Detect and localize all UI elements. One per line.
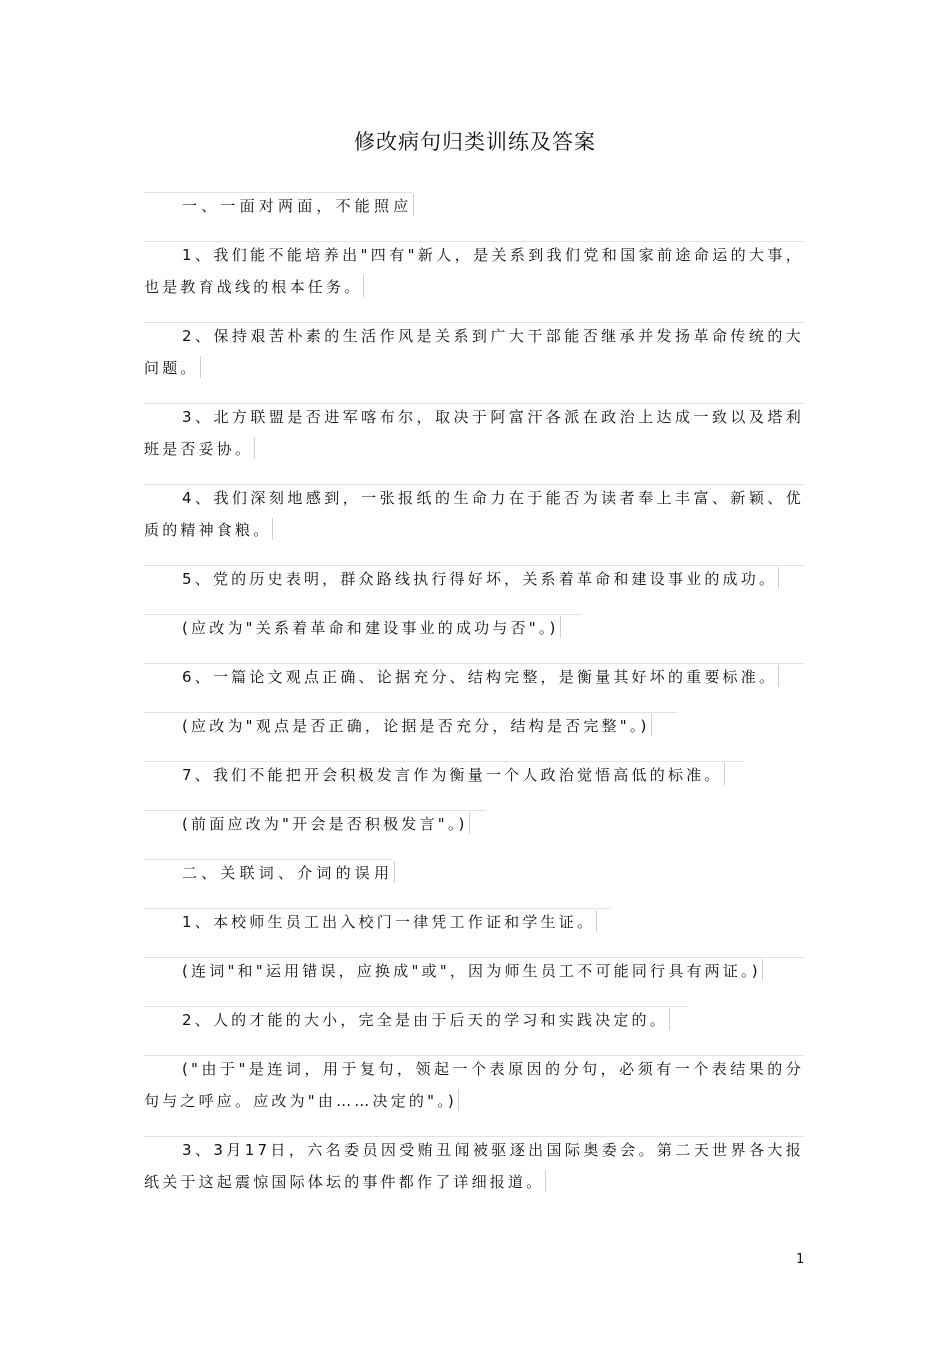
guide-line: [144, 322, 804, 323]
answer-5: (应改为"关系着革命和建设事业的成功与否"。): [144, 612, 804, 644]
guide-line: [144, 1136, 804, 1137]
guide-line: [144, 192, 412, 193]
question-2-1: 1、本校师生员工出入校门一律凭工作证和学生证。: [144, 906, 804, 938]
question-7: 7、我们不能把开会积极发言作为衡量一个人政治觉悟高低的标准。: [144, 759, 804, 791]
guide-line: [144, 908, 610, 909]
page-title: 修改病句归类训练及答案: [354, 130, 596, 154]
question-2-2: 2、人的才能的大小，完全是由于后天的学习和实践决定的。: [144, 1004, 804, 1036]
guide-line: [144, 859, 392, 860]
guide-mark: [272, 518, 273, 540]
guide-mark: [724, 763, 725, 785]
guide-line: [144, 957, 804, 958]
guide-line: [144, 241, 804, 242]
answer-2-1: (连词"和"运用错误，应换成"或"，因为师生员工不可能同行具有两证。): [144, 955, 804, 987]
question-1: 1、我们能不能培养出"四有"新人，是关系到我们党和国家前途命运的大事，也是教育战线的根本任务。: [144, 239, 804, 303]
question-4: 4、我们深刻地感到，一张报纸的生命力在于能否为读者奉上丰富、新颖、优质的精神食粮。: [144, 482, 804, 546]
guide-mark: [778, 567, 779, 589]
guide-mark: [458, 1089, 459, 1111]
section-heading-1: 一、一面对两面，不能照应: [144, 190, 804, 222]
guide-mark: [762, 959, 763, 981]
guide-line: [144, 810, 486, 811]
guide-line: [144, 614, 582, 615]
guide-line: [144, 403, 804, 404]
question-6: 6、一篇论文观点正确、论据充分、结构完整，是衡量其好坏的重要标准。: [144, 661, 804, 693]
guide-mark: [394, 861, 395, 883]
guide-mark: [651, 714, 652, 736]
guide-line: [144, 663, 804, 664]
guide-line: [144, 712, 678, 713]
guide-mark: [778, 665, 779, 687]
guide-line: [144, 1006, 688, 1007]
guide-mark: [596, 910, 597, 932]
guide-line: [144, 484, 804, 485]
page-number: 1: [796, 1252, 805, 1267]
guide-mark: [545, 1170, 546, 1192]
answer-6: (应改为"观点是否正确，论据是否充分，结构是否完整"。): [144, 710, 804, 742]
question-2-3: 3、3月17日，六名委员因受贿丑闻被驱逐出国际奥委会。第二天世界各大报纸关于这起震惊国际体坛的事件都作了详细报道。: [144, 1134, 804, 1198]
answer-2-2: ("由于"是连词，用于复句，领起一个表原因的分句，必须有一个表结果的分句与之呼应。应改为"由……决定的"。): [144, 1053, 804, 1117]
guide-line: [144, 1055, 804, 1056]
guide-mark: [363, 275, 364, 297]
guide-line: [144, 565, 804, 566]
guide-mark: [413, 194, 414, 216]
question-5: 5、党的历史表明，群众路线执行得好坏，关系着革命和建设事业的成功。: [144, 563, 804, 595]
guide-line: [144, 761, 744, 762]
guide-mark: [669, 1008, 670, 1030]
question-3: 3、北方联盟是否进军喀布尔，取决于阿富汗各派在政治上达成一致以及塔利班是否妥协。: [144, 401, 804, 465]
guide-mark: [200, 356, 201, 378]
document-body: [144, 190, 804, 1215]
guide-mark: [560, 616, 561, 638]
answer-7: (前面应改为"开会是否积极发言"。): [144, 808, 804, 840]
question-2: 2、保持艰苦朴素的生活作风是关系到广大干部能否继承并发扬革命传统的大问题。: [144, 320, 804, 384]
section-heading-2: 二、关联词、介词的误用: [144, 857, 804, 889]
guide-mark: [469, 812, 470, 834]
guide-mark: [254, 437, 255, 459]
